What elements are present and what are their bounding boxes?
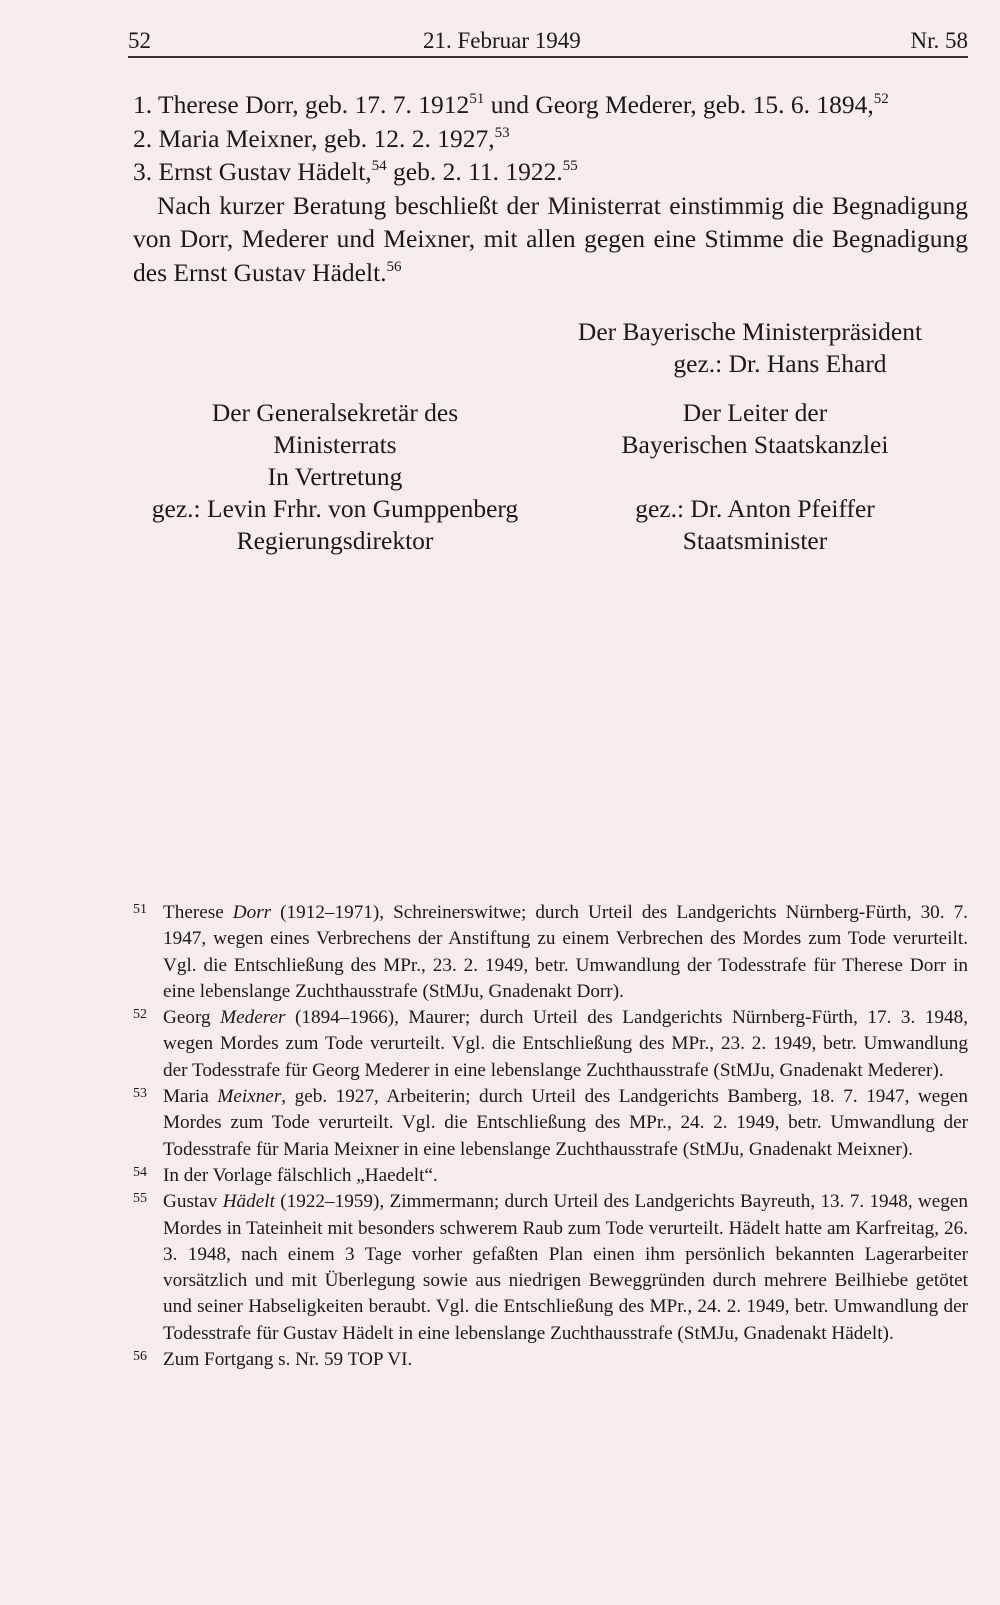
footnote-ref: 51 — [469, 91, 485, 107]
page-number: 52 — [128, 28, 151, 53]
signature-president: Der Bayerische Ministerpräsident gez.: Dr. Hans Ehard — [577, 317, 923, 378]
footnote-number: 55 — [133, 1191, 147, 1207]
footnote: 56 Zum Fortgang s. Nr. 59 TOP VI. — [133, 1347, 968, 1373]
footnote-ref: 52 — [873, 91, 889, 107]
footnote-ref: 55 — [562, 158, 578, 174]
protocol-body — [133, 88, 968, 289]
footnote: 53 Maria Meixner, geb. 1927, Arbeiterin; durch Urteil des Landgerichts Bamberg, 18. 7. 1947, wegen Mordes zum Tode verurteilt. Vgl. die Entschließung des MPr., 24. 2. 1949, betr. Umwandlung der Todesstrafe für Maria Meixner in eine lebenslange Zuchthausstrafe (StMJu, Gnadenakt Meixner). — [133, 1084, 968, 1163]
footnote: 52 Georg Mederer (1894–1966), Maurer; durch Urteil des Landgerichts Nürnberg-Fürth, 17. 3. 1948, wegen Mordes zum Tode verurteilt. Vgl. die Entschließung des MPr., 23. 2. 1949, betr. Umwandlung der Todesstrafe für Georg Mederer in eine lebenslange Zuchthausstrafe (StMJu, Gnadenakt Mederer). — [133, 1005, 968, 1084]
document-number: Nr. 58 — [910, 28, 968, 53]
list-item: 2. Maria Meixner, geb. 12. 2. 1927,53 — [133, 123, 510, 153]
footnote: 55 Gustav Hädelt (1922–1959), Zimmermann; durch Urteil des Landgerichts Bayreuth, 13. 7. 1948, wegen Mordes in Tateinheit mit besonders schwerem Raub zum Tode verurteilt. Hädelt hatte am Karfreitag, 26. 3. 1948, nach einem 3 Tage vorher gefaßten Plan einen ihm persönlich bekannten Lagerarbeiter vorsätzlich und mit Überlegung sowie aus niedrigen Beweggründen durch mehrere Beilhiebe getötet und seiner Habseligkeiten beraubt. Vgl. die Entschließung des MPr., 24. 2. 1949, betr. Umwandlung der Todesstrafe für Gustav Hädelt in eine lebenslange Zuchthausstrafe (StMJu, Gnadenakt Hädelt). — [133, 1189, 968, 1347]
footnote-number: 51 — [133, 902, 147, 917]
footnote-number: 54 — [133, 1164, 147, 1180]
footnote-ref: 53 — [494, 124, 510, 141]
footnotes-section — [133, 900, 968, 1373]
footnote: 54 In der Vorlage fälschlich „Haedelt“. — [133, 1163, 968, 1189]
footnote-number: 56 — [133, 1349, 147, 1365]
list-item: 1. Therese Dorr, geb. 17. 7. 1912$^{51}$ und Georg Mederer, geb. 15. 6. 1894,52 — [133, 90, 889, 119]
footnote-number: 53 — [133, 1086, 147, 1102]
signature-secretary: Der Generalsekretär des Ministerrats In Vertretung gez.: Levin Frhr. von Gumppenberg Regierungsdirektor — [151, 398, 519, 555]
footnote-ref: 54 — [371, 158, 387, 174]
signature-chancellery: Der Leiter der Bayerischen Staatskanzlei gez.: Dr. Anton Pfeiffer Staatsminister — [621, 398, 889, 555]
footnote: 51 Therese Dorr (1912–1971), Schreinerswitwe; durch Urteil des Landgerichts Nürnberg-Fürth, 30. 7. 1947, wegen eines Verbrechens der Anstiftung zu einem Verbrechen des Mordes zum Tode verurteilt. Vgl. die Entschließung des MPr., 23. 2. 1949, betr. Umwandlung der Todesstrafe für Therese Dorr in eine lebenslange Zuchthausstrafe (StMJu, Gnadenakt Dorr). — [133, 900, 968, 1005]
page-header — [128, 22, 968, 58]
footnote-number: 52 — [133, 1007, 147, 1023]
header-date: 21. Februar 1949 — [423, 28, 581, 53]
footnote-ref: 56 — [386, 258, 402, 275]
decision-paragraph: Nach kurzer Beratung beschließt der Ministerrat einstimmig die Begnadigung von Dorr, Mederer und Meixner, mit allen gegen eine Stimme die Begnadigung des Ernst Gustav Hädelt.$^{56}$ — [133, 190, 968, 287]
list-item: 3. Ernst Gustav Hädelt,$^{54}$ geb. 2. 11. 1922.55 — [133, 157, 578, 186]
